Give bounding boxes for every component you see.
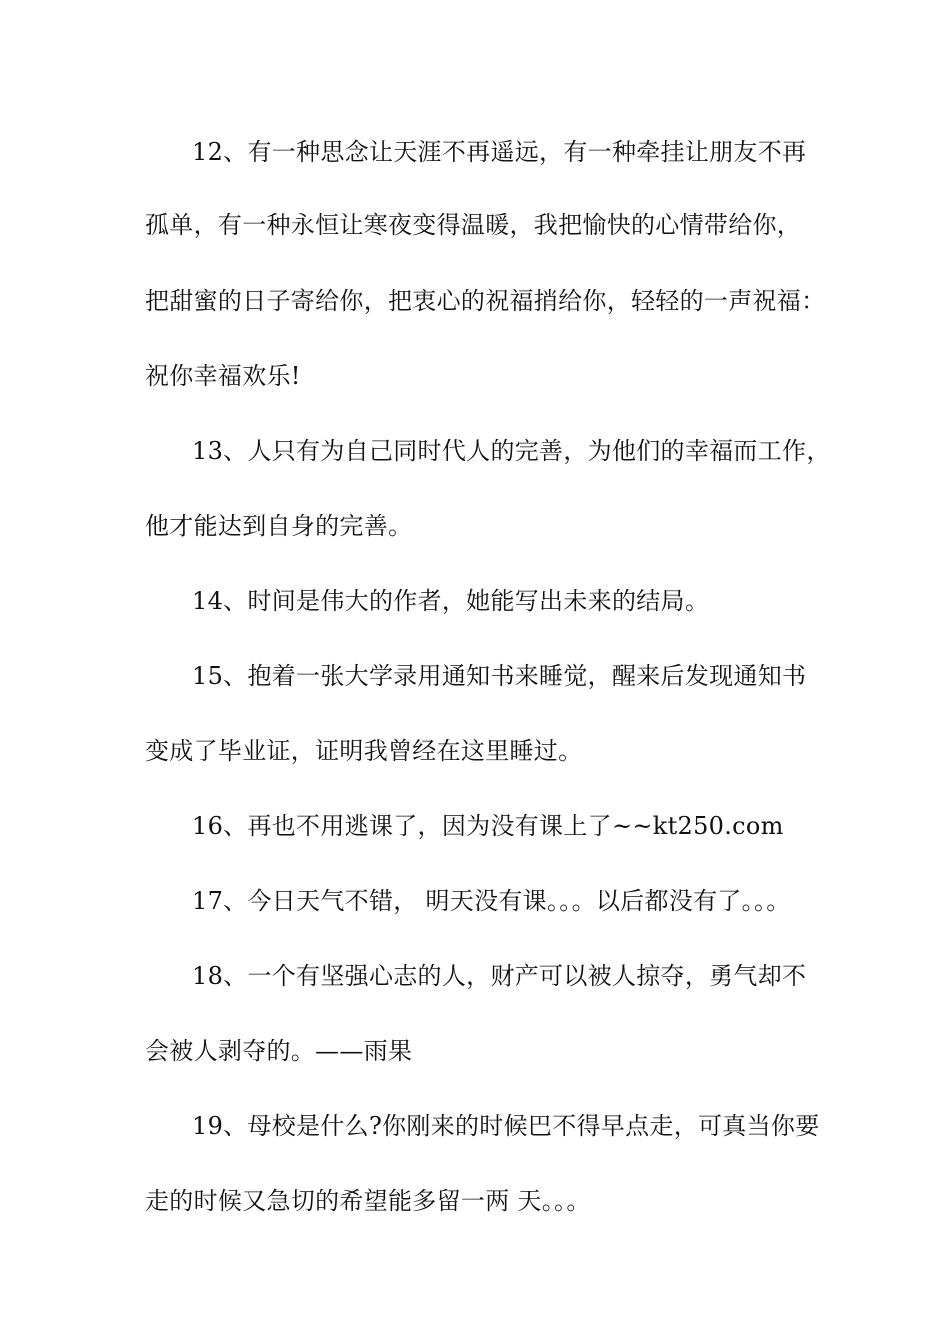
- paragraph-18-line-1: 18、一个有坚强心志的人，财产可以被人掠夺，勇气却不: [192, 962, 807, 990]
- paragraph-12-line-1: 12、有一种思念让天涯不再遥远，有一种牵挂让朋友不再: [192, 138, 807, 166]
- paragraph-14-line-1: 14、时间是伟大的作者，她能写出未来的结局。: [192, 587, 710, 615]
- paragraph-12-line-3: 把甜蜜的日子寄给你，把衷心的祝福捎给你，轻轻的一声祝福：: [145, 287, 826, 315]
- paragraph-19-line-2: 走的时候又急切的希望能多留一两 天。。。: [145, 1187, 591, 1215]
- paragraph-18-line-2: 会被人剥夺的。——雨果: [145, 1037, 413, 1065]
- paragraph-16-line-1: 16、再也不用逃课了，因为没有课上了~~kt250.com: [192, 812, 784, 840]
- paragraph-15-line-1: 15、抱着一张大学录用通知书来睡觉，醒来后发现通知书: [192, 662, 807, 690]
- paragraph-13-line-2: 他才能达到自身的完善。: [145, 512, 413, 540]
- paragraph-12-line-2: 孤单，有一种永恒让寒夜变得温暖，我把愉快的心情带给你，: [145, 211, 802, 239]
- paragraph-19-line-1: 19、母校是什么?你刚来的时候巴不得早点走，可真当你要: [192, 1112, 820, 1140]
- paragraph-15-line-2: 变成了毕业证，证明我曾经在这里睡过。: [145, 737, 583, 765]
- paragraph-17-line-1: 17、今日天气不错， 明天没有课。。。以后都没有了。。。: [192, 887, 791, 915]
- paragraph-13-line-1: 13、人只有为自己同时代人的完善，为他们的幸福而工作，: [192, 437, 831, 465]
- paragraph-12-line-4: 祝你幸福欢乐!: [145, 362, 301, 390]
